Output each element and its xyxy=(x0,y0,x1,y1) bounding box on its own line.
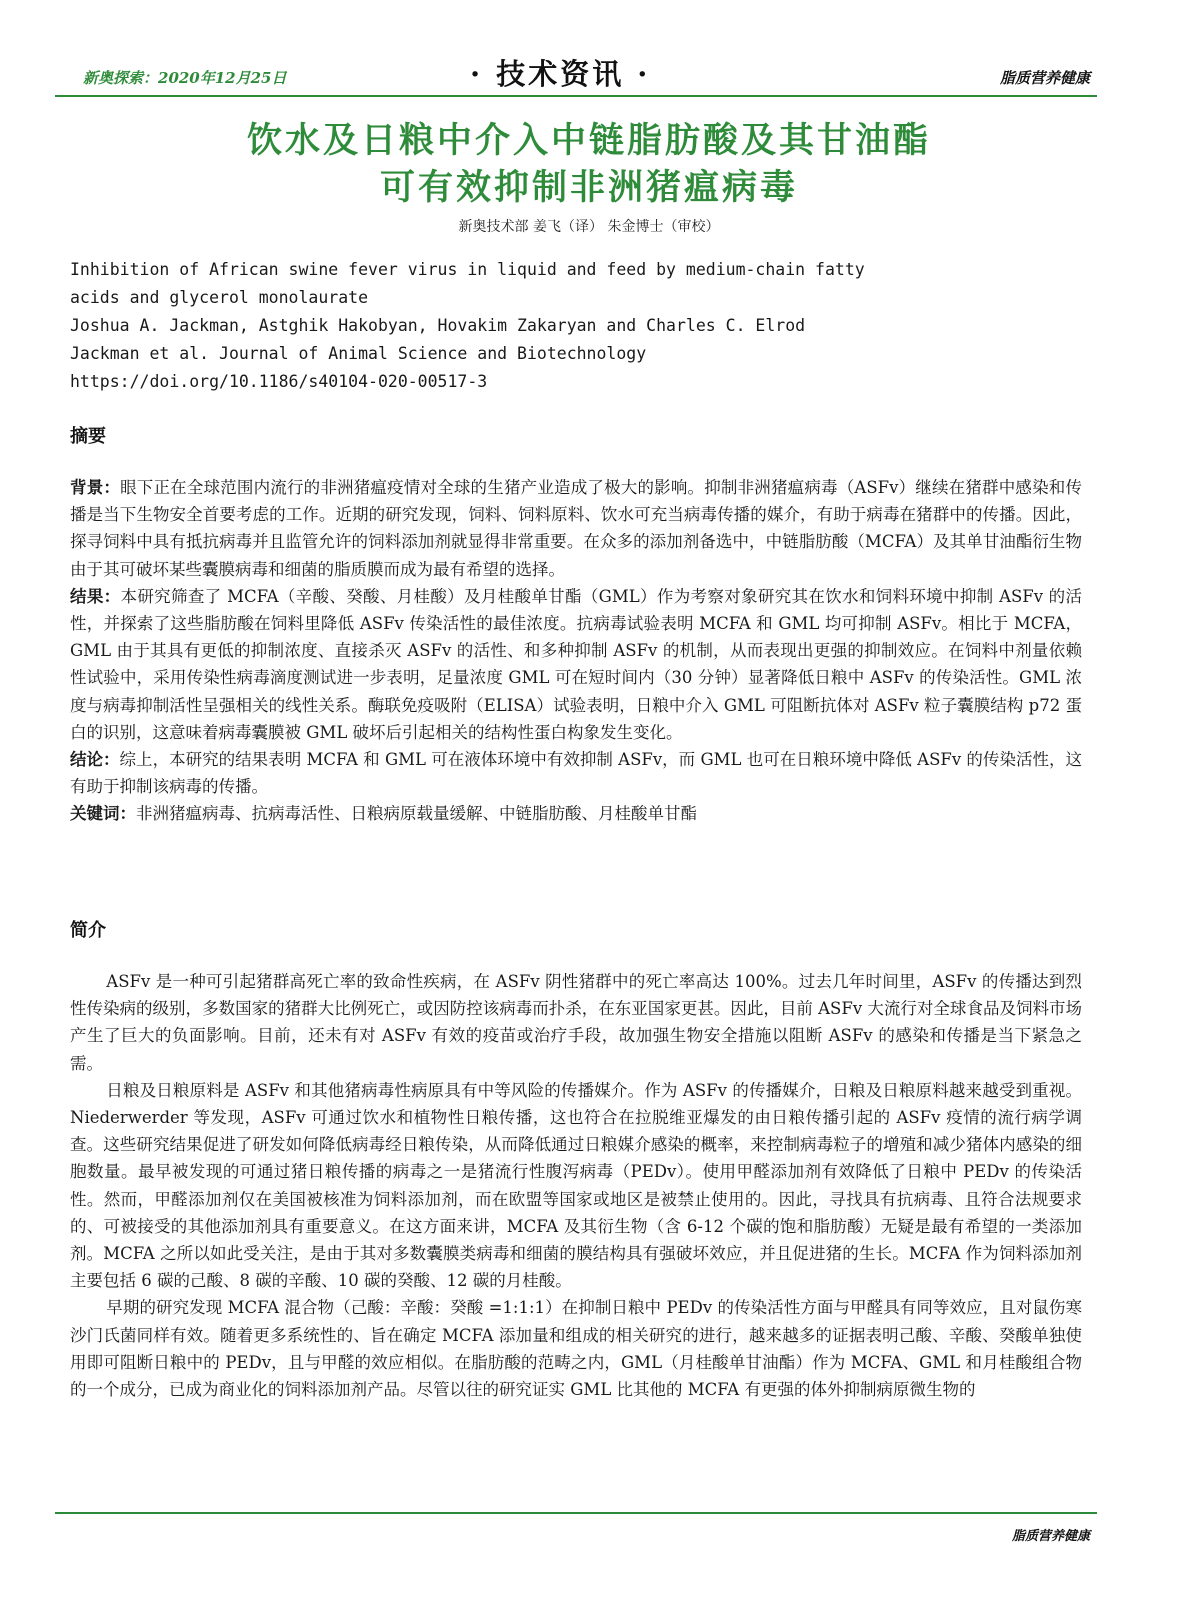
byline: 新奥技术部 姜飞（译） 朱金博士（审校） xyxy=(458,219,720,235)
keywords-label: 关键词： xyxy=(70,804,136,824)
abstract-body xyxy=(70,474,1082,828)
article-title-line1: 饮水及日粮中介入中链脂肪酸及其甘油酯 xyxy=(246,120,931,161)
intro-paragraph-1: ASFv 是一种可引起猪群高死亡率的致命性疾病，在 ASFv 阴性猪群中的死亡率高达 100%。过去几年时间里，ASFv 的传播达到烈性传染病的级别，多数国家的猪群大比例死亡，或因防控该病毒而扑杀，在东亚国家更甚。因此，目前 ASFv 大流行对全球食品及饲料市场产生了巨大的负面影响。目前，还未有对 ASFv 有效的疫苗或治疗手段，故加强生物安全措施以阻断 ASFv 的感染和传播是当下紧急之需。 xyxy=(70,972,1082,1073)
reference-block xyxy=(70,256,1100,396)
reference-title-line2: acids and glycerol monolaurate xyxy=(70,288,369,307)
results-label: 结果： xyxy=(70,586,121,606)
abstract-conclusion xyxy=(70,746,1082,800)
background-text: 眼下正在全球范围内流行的非洲猪瘟疫情对全球的生猪产业造成了极大的影响。抑制非洲猪瘟病毒（ASFv）继续在猪群中感染和传播是当下生物安全首要考虑的工作。近期的研究发现，饲料、饲料原料、饮水可充当病毒传播的媒介，有助于病毒在猪群中的传播。因此，探寻饲料中具有抵抗病毒并且监管允许的饲料添加剂就显得非常重要。在众多的添加剂备选中，中链脂肪酸（MCFA）及其单甘油酯衍生物由于其可破坏某些囊膜病毒和细菌的脂质膜而成为最有希望的选择。 xyxy=(70,478,1082,579)
article-title xyxy=(0,117,1178,211)
abstract-heading: 摘要 xyxy=(70,426,106,447)
conclusion-text: 综上，本研究的结果表明 MCFA 和 GML 可在液体环境中有效抑制 ASFv，而 GML 也可在日粮环境中降低 ASFv 的传染活性，这有助于抑制该病毒的传播。 xyxy=(70,750,1082,797)
article-title-line2: 可有效抑制非洲猪瘟病毒 xyxy=(379,167,798,208)
intro-paragraph-2: 日粮及日粮原料是 ASFv 和其他猪病毒性病原具有中等风险的传播媒介。作为 ASFv 的传播媒介，日粮及日粮原料越来越受到重视。Niederwerder 等发现，ASFv 可通过饮水和植物性日粮传播，这也符合在拉脱维亚爆发的由日粮传播引起的 ASFv 疫情的流行病学调查。这些研究结果促进了研发如何降低病毒经日粮传染，从而降低通过日粮媒介感染的概率，来控制病毒粒子的增殖和减少猪体内感染的细胞数量。最早被发现的可通过猪日粮传播的病毒之一是猪流行性腹泻病毒（PEDv）。使用甲醛添加剂有效降低了日粮中 PEDv 的传染活性。然而，甲醛添加剂仅在美国被核准为饲料添加剂，而在欧盟等国家或地区是被禁止使用的。因此，寻找具有抗病毒、且符合法规要求的、可被接受的其他添加剂具有重要意义。在这方面来讲，MCFA 及其衍生物（含 6-12 个碳的饱和脂肪酸）无疑是最有希望的一类添加剂。MCFA 之所以如此受关注，是由于其对多数囊膜类病毒和细菌的膜结构具有强破坏效应，并且促进猪的生长。MCFA 作为饲料添加剂主要包括 6 碳的己酸、8 碳的辛酸、10 碳的癸酸、12 碳的月桂酸。 xyxy=(70,1080,1082,1291)
abstract-keywords xyxy=(70,800,1082,827)
abstract-background xyxy=(70,474,1082,583)
reference-doi-link[interactable]: https://doi.org/10.1186/s40104-020-00517-3 xyxy=(70,372,488,391)
background-label: 背景： xyxy=(70,478,121,497)
page-header xyxy=(0,0,1178,110)
footer-publication-name: 脂质营养健康 xyxy=(1011,1529,1090,1544)
reference-title-line1: Inhibition of African swine fever virus in liquid and feed by medium-chain fatty xyxy=(70,260,865,279)
issue-date: 新奥探索：2020年12月25日 xyxy=(83,69,287,87)
reference-journal: Jackman et al. Journal of Animal Science and Biotechnology xyxy=(70,344,647,363)
conclusion-label: 结论： xyxy=(70,750,120,770)
abstract-results xyxy=(70,583,1082,746)
section-title: · 技术资讯 · xyxy=(470,57,651,91)
footer-rule xyxy=(55,1512,1097,1514)
intro-heading: 简介 xyxy=(70,920,106,941)
intro-body xyxy=(70,968,1082,1403)
results-text: 本研究筛查了 MCFA（辛酸、癸酸、月桂酸）及月桂酸单甘酯（GML）作为考察对象研究其在饮水和饲料环境中抑制 ASFv 的活性，并探索了这些脂肪酸在饲料里降低 ASFv 传染活性的最佳浓度。抗病毒试验表明 MCFA 和 GML 均可抑制 ASFv。相比于 MCFA，GML 由于其具有更低的抑制浓度、直接杀灭 ASFv 的活性、和多种抑制 ASFv 的机制，从而表现出更强的抑制效应。在饲料中剂量依赖性试验中，采用传染性病毒滴度测试进一步表明，足量浓度 GML 可在短时间内（30 分钟）显著降低日粮中 ASFv 的传染活性。GML 浓度与病毒抑制活性呈强相关的线性关系。酶联免疫吸附（ELISA）试验表明，日粮中介入 GML 可阻断抗体对 ASFv 粒子囊膜结构 p72 蛋白的识别，这意味着病毒囊膜被 GML 破坏后引起相关的结构性蛋白构象发生变化。 xyxy=(70,586,1082,742)
keywords-text: 非洲猪瘟病毒、抗病毒活性、日粮病原载量缓解、中链脂肪酸、月桂酸单甘酯 xyxy=(136,804,697,824)
reference-authors: Joshua A. Jackman, Astghik Hakobyan, Hovakim Zakaryan and Charles C. Elrod xyxy=(70,316,806,335)
header-rule xyxy=(55,95,1097,97)
intro-paragraph-3: 早期的研究发现 MCFA 混合物（己酸：辛酸：癸酸 =1:1:1）在抑制日粮中 PEDv 的传染活性方面与甲醛具有同等效应，且对鼠伤寒沙门氏菌同样有效。随着更多系统性的、旨在确定 MCFA 添加量和组成的相关研究的进行，越来越多的证据表明己酸、辛酸、癸酸单独使用即可阻断日粮中的 PEDv，且与甲醛的效应相似。在脂肪酸的范畴之内，GML（月桂酸单甘油酯）作为 MCFA、GML 和月桂酸组合物的一个成分，已成为商业化的饲料添加剂产品。尽管以往的研究证实 GML 比其他的 MCFA 有更强的体外抑制病原微生物的 xyxy=(70,1298,1082,1400)
publication-name: 脂质营养健康 xyxy=(999,69,1090,87)
